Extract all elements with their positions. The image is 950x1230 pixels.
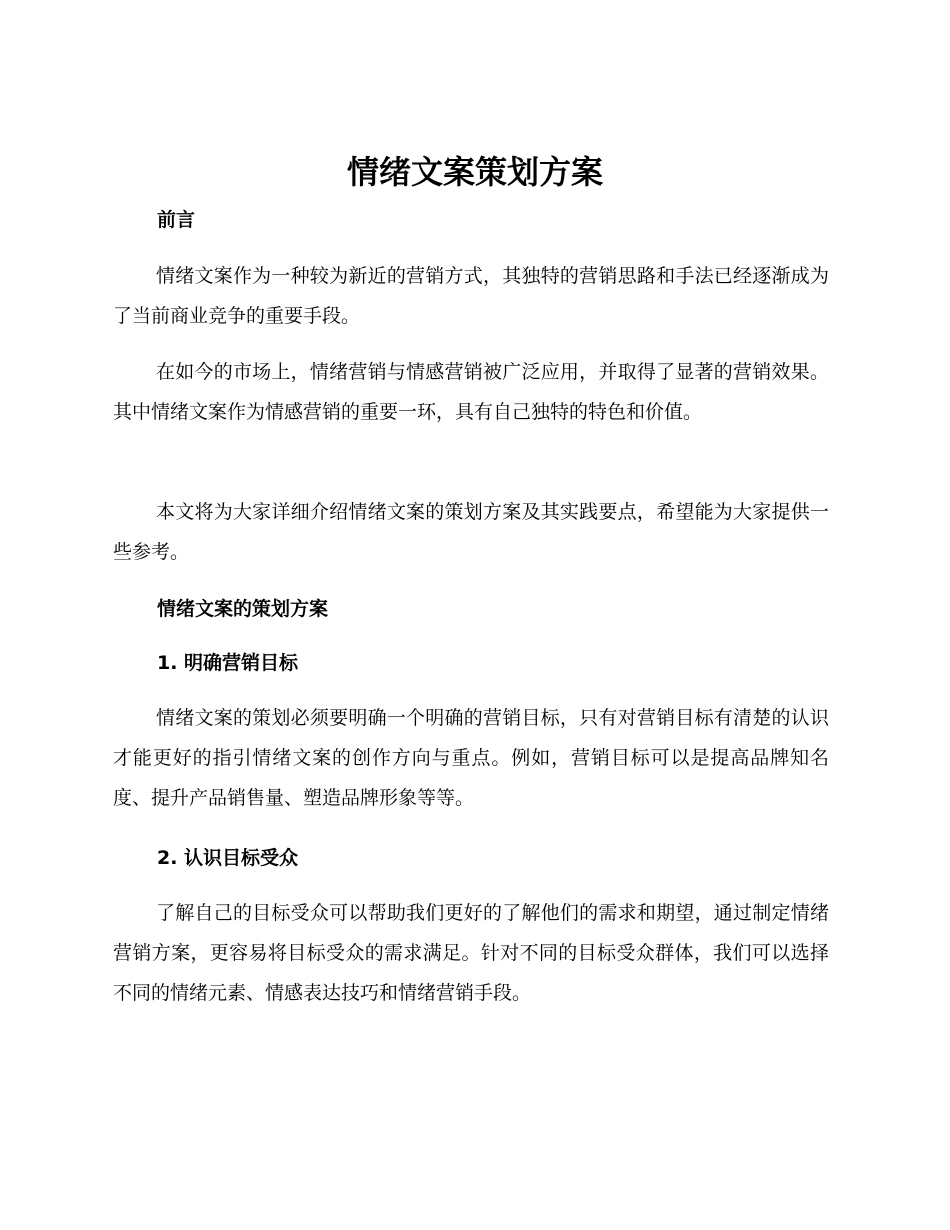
section-heading-plan: 情绪文案的策划方案 [157, 598, 329, 620]
paragraph-goal: 情绪文案的策划必须要明确一个明确的营销目标，只有对营销目标有清楚的认识才能更好的指引情绪文案的创作方向与重点。例如，营销目标可以是提高品牌知名度、提升产品销售量、塑造品牌形象等等。 [113, 707, 829, 809]
page-title: 情绪文案策划方案 [346, 153, 603, 191]
paragraph-intro-2: 在如今的市场上，情绪营销与情感营销被广泛应用，并取得了显著的营销效果。其中情绪文案作为情感营销的重要一环，具有自己独特的特色和价值。 [113, 361, 829, 423]
paragraph-intro-1: 情绪文案作为一种较为新近的营销方式，其独特的营销思路和手法已经逐渐成为了当前商业竞争的重要手段。 [113, 265, 829, 327]
subheading-audience: 2. 认识目标受众 [157, 847, 299, 869]
subheading-goal: 1. 明确营销目标 [157, 652, 299, 674]
section-heading-preface: 前言 [157, 209, 196, 231]
paragraph-intro-3: 本文将为大家详细介绍情绪文案的策划方案及其实践要点，希望能为大家提供一些参考。 [113, 501, 829, 563]
paragraph-audience: 了解自己的目标受众可以帮助我们更好的了解他们的需求和期望，通过制定情绪营销方案，更容易将目标受众的需求满足。针对不同的目标受众群体，我们可以选择不同的情绪元素、情感表达技巧和情绪营销手段。 [113, 902, 829, 1004]
